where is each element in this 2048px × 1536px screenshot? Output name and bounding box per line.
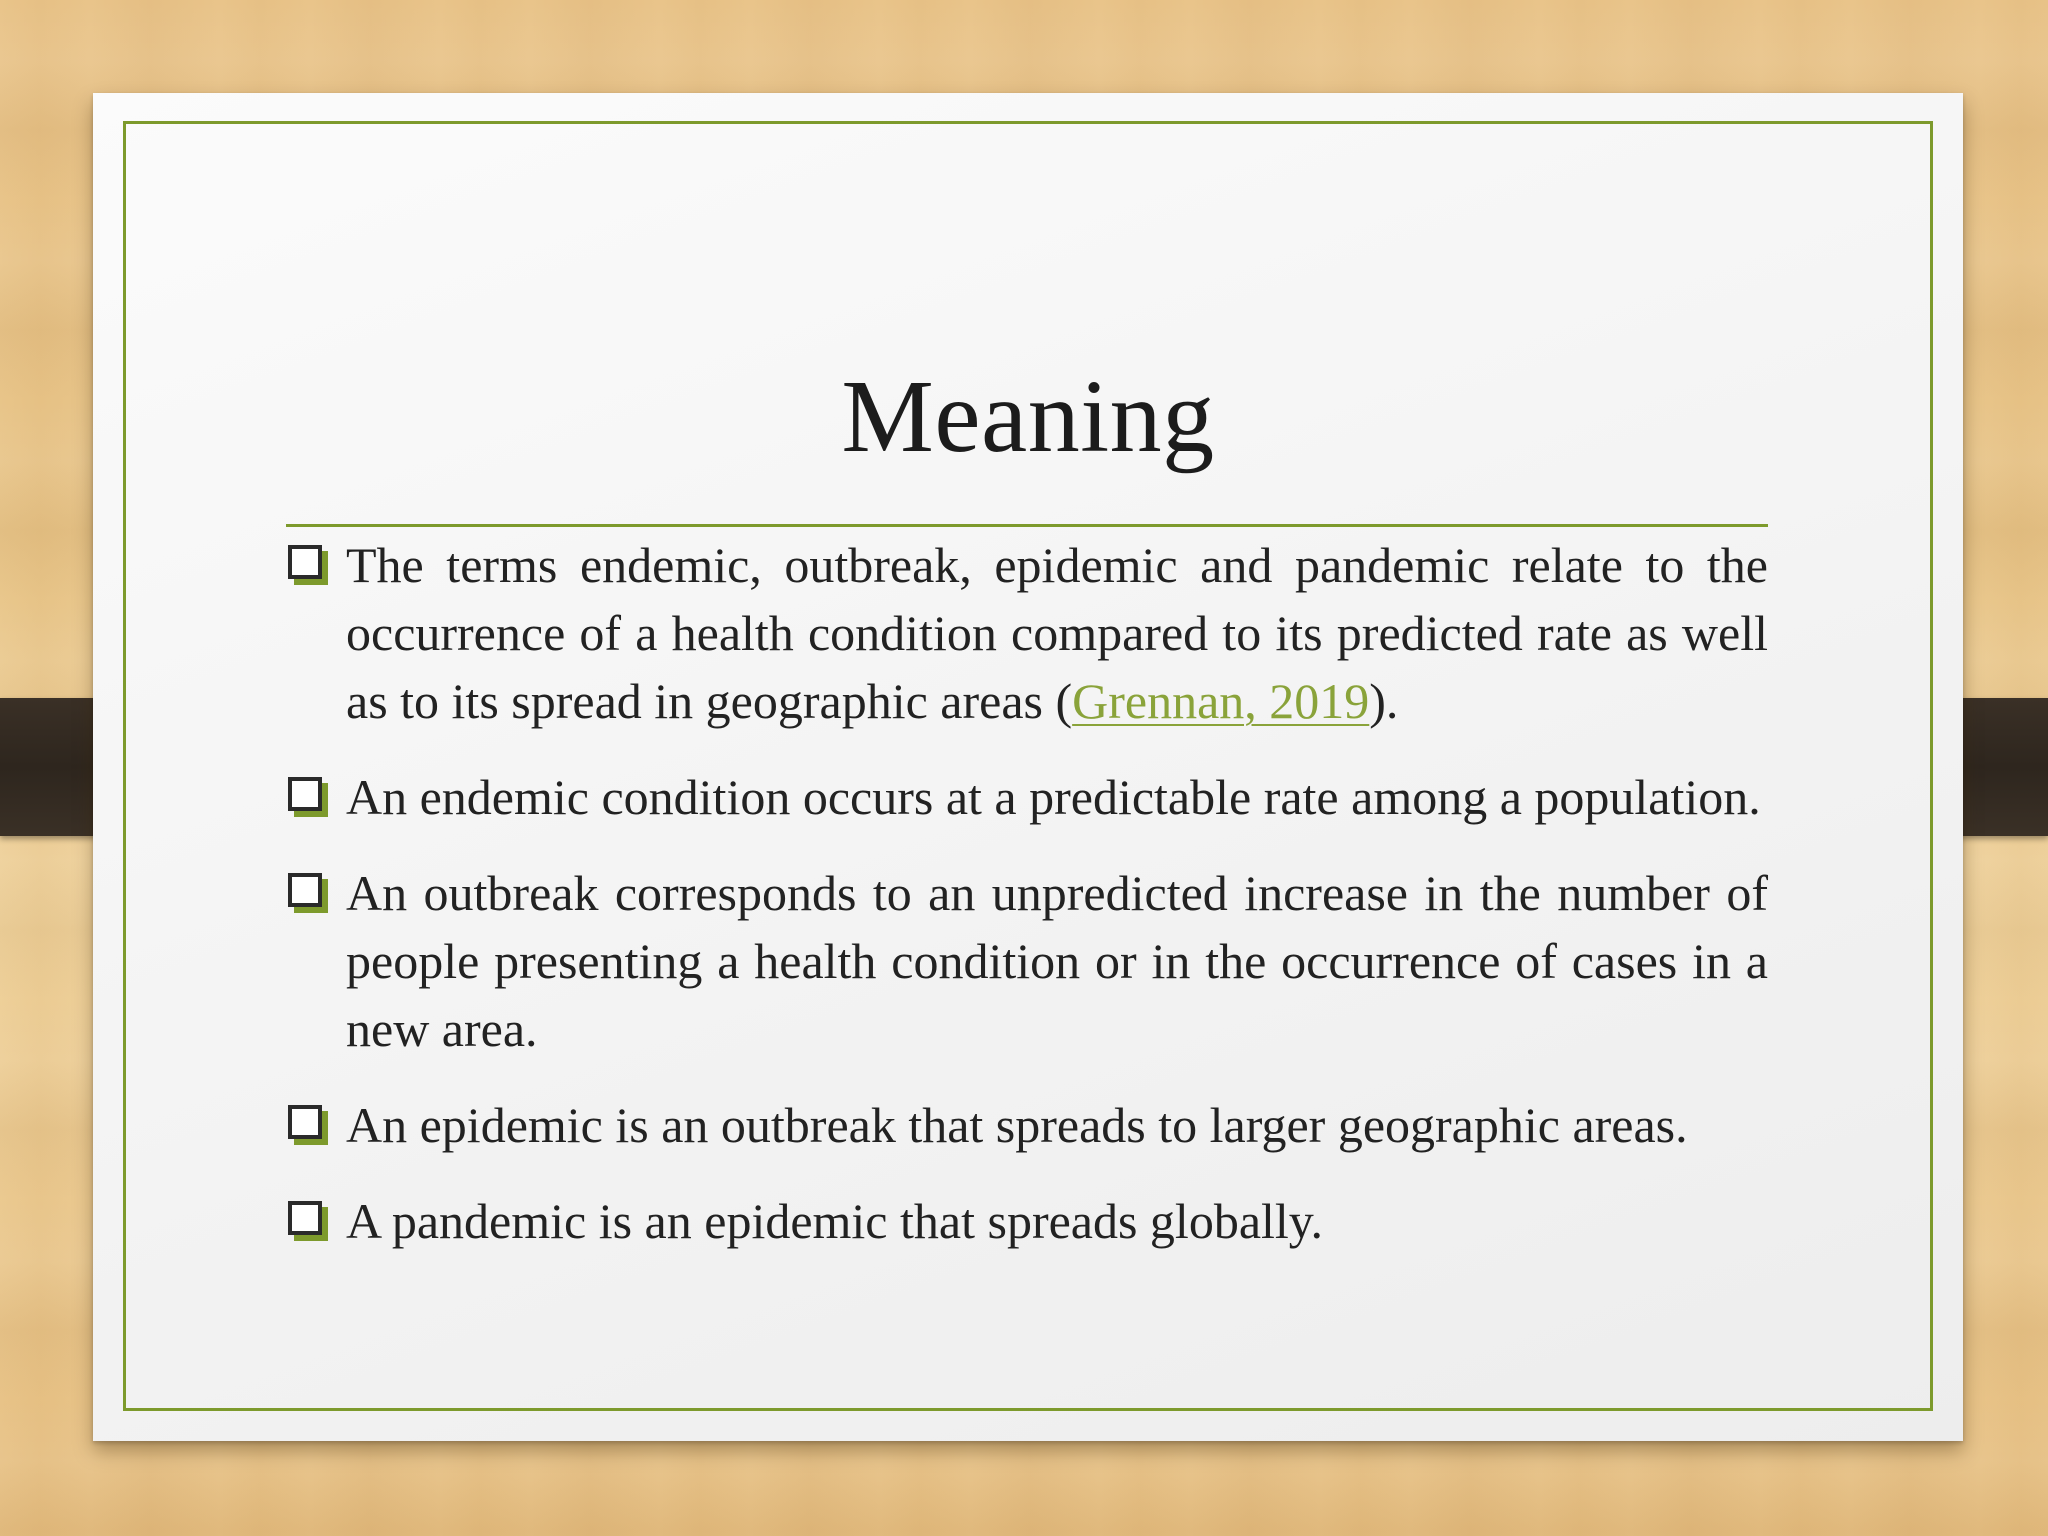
citation-link[interactable]: Grennan, 2019 xyxy=(1072,673,1370,729)
checkbox-icon xyxy=(288,1105,322,1139)
bullet-text: An outbreak corresponds to an unpredicted increase in the number of people presenting a health condition or in the occurrence of cases in a new area. xyxy=(346,865,1768,1057)
bullet-text: A pandemic is an epidemic that spreads globally. xyxy=(346,1193,1324,1249)
checkbox-icon xyxy=(288,777,322,811)
bullet-item-endemic xyxy=(286,763,1768,831)
bullet-text-end: ). xyxy=(1369,673,1399,729)
bullet-text: An epidemic is an outbreak that spreads to larger geographic areas. xyxy=(346,1097,1688,1153)
checkbox-icon xyxy=(288,545,322,579)
bullet-item-terms xyxy=(286,531,1768,735)
slide-title: Meaning xyxy=(841,359,1215,474)
bullet-text: An endemic condition occurs at a predictable rate among a population. xyxy=(346,769,1761,825)
checkbox-icon xyxy=(288,1201,322,1235)
slide-paper xyxy=(93,93,1963,1441)
title-divider xyxy=(286,524,1768,527)
bullet-item-epidemic xyxy=(286,1091,1768,1159)
checkbox-icon xyxy=(288,873,322,907)
bullet-list xyxy=(286,531,1768,1255)
bullet-item-pandemic xyxy=(286,1187,1768,1255)
bullet-text: The terms endemic, outbreak, epidemic and pandemic relate to the occurrence of a health condition compared to its predicted rate as well as to its spread in geographic areas ( xyxy=(346,537,1768,729)
bullet-item-outbreak xyxy=(286,859,1768,1063)
